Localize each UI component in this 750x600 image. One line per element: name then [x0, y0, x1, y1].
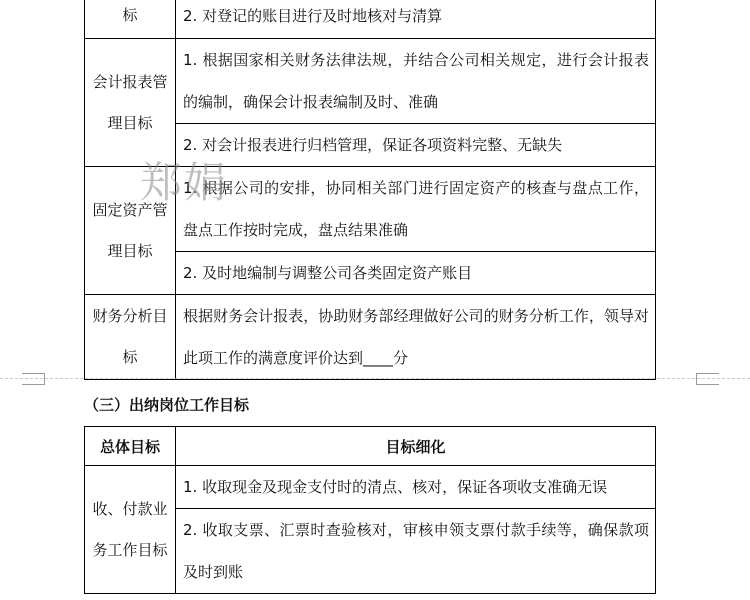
page-corner-mark — [696, 373, 719, 385]
page-break-line — [0, 378, 750, 380]
category-cell: 财务分析目标 — [85, 295, 176, 380]
goal-item-cell: 1. 根据公司的安排，协同相关部门进行固定资产的核查与盘点工作，盘点工作按时完成，盘点结果准确 — [176, 167, 656, 252]
goal-item-cell: 根据财务会计报表，协助财务部经理做好公司的财务分析工作，领导对此项工作的满意度评价达到____分 — [176, 295, 656, 380]
goal-item-cell: 2. 对会计报表进行归档管理，保证各项资料完整、无缺失 — [176, 124, 656, 167]
page-corner-mark — [22, 373, 45, 385]
goal-item-cell: 1. 根据国家相关财务法律法规，并结合公司相关规定，进行会计报表的编制，确保会计报表编制及时、准确 — [176, 39, 656, 124]
category-cell: 标 — [85, 0, 176, 39]
table-row — [85, 295, 656, 380]
cashier-goals-table — [84, 426, 656, 594]
goal-item-cell: 2. 对登记的账目进行及时地核对与清算 — [176, 0, 656, 39]
table-row — [85, 466, 656, 509]
section-heading: （三）出纳岗位工作目标 — [84, 396, 250, 414]
column-header: 总体目标 — [85, 427, 176, 466]
table-row — [85, 39, 656, 124]
watermark-text: 郑娟 — [140, 158, 229, 207]
category-cell: 会计报表管理目标 — [85, 39, 176, 167]
table-header-row — [85, 427, 656, 466]
finance-goals-table — [84, 0, 656, 380]
goal-item-cell: 2. 及时地编制与调整公司各类固定资产账目 — [176, 252, 656, 295]
goal-item-cell: 2. 收取支票、汇票时查验核对，审核申领支票付款手续等，确保款项及时到账 — [176, 509, 656, 594]
table-row — [85, 167, 656, 252]
category-cell: 固定资产管理目标 — [85, 167, 176, 295]
category-cell: 收、付款业务工作目标 — [85, 466, 176, 594]
table-row — [85, 0, 656, 39]
goal-item-cell: 1. 收取现金及现金支付时的清点、核对，保证各项收支准确无误 — [176, 466, 656, 509]
column-header: 目标细化 — [176, 427, 656, 466]
